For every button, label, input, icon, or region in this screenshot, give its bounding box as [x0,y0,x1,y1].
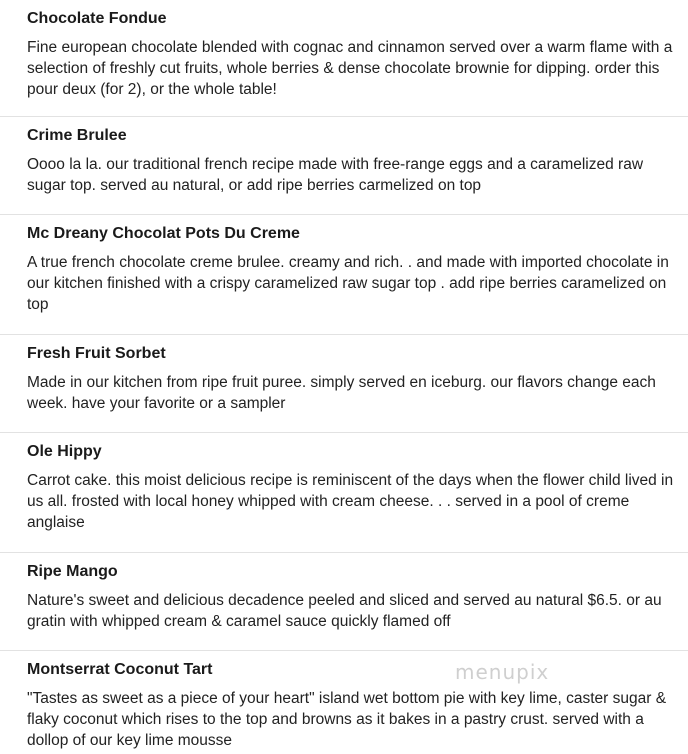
item-description: Oooo la la. our traditional french recipe made with free-range eggs and a caramelized raw sugar top. served au natural, or add ripe berries carmelized on top [27,156,644,194]
menu-item-crime-brulee [0,117,688,215]
menu-item-fresh-fruit-sorbet [0,335,688,433]
item-description: Carrot cake. this moist delicious recipe is reminiscent of the days when the flower child lived in us all. frosted with local honey whipped with cream cheese. . . served in a pool of creme anglaise [27,472,674,531]
item-name: Mc Dreany Chocolat Pots Du Creme [27,225,300,242]
watermark-logo: menupix [455,660,550,684]
item-name: Ole Hippy [27,443,102,460]
menu-item-pots-du-creme [0,215,688,335]
item-name: Chocolate Fondue [27,10,167,27]
item-description: A true french chocolate creme brulee. creamy and rich. . and made with imported chocolate in our kitchen finished with a crispy caramelized raw sugar top . add ripe berries caramelized on top [27,254,669,313]
menu-item-chocolate-fondue [0,0,688,117]
item-name: Crime Brulee [27,127,127,144]
item-name: Ripe Mango [27,563,118,580]
menu-item-coconut-tart [0,651,688,754]
item-description: "Tastes as sweet as a piece of your heart" island wet bottom pie with key lime, caster sugar & flaky coconut which rises to the top and browns as it bakes in a pastry crust. served with a dollop of our key lime mousse [27,690,667,749]
item-description: Fine european chocolate blended with cognac and cinnamon served over a warm flame with a selection of freshly cut fruits, whole berries & dense chocolate brownie for dipping. order this pour deux (for 2), or the whole table! [27,39,673,98]
item-description: Made in our kitchen from ripe fruit puree. simply served en iceburg. our flavors change each week. have your favorite or a sampler [27,374,656,412]
menu-item-ripe-mango [0,553,688,651]
item-name: Fresh Fruit Sorbet [27,345,166,362]
menu-item-ole-hippy [0,433,688,553]
item-name: Montserrat Coconut Tart [27,661,213,678]
item-description: Nature's sweet and delicious decadence peeled and sliced and served au natural $6.5. or au gratin with whipped cream & caramel sauce quickly flamed off [27,592,662,630]
